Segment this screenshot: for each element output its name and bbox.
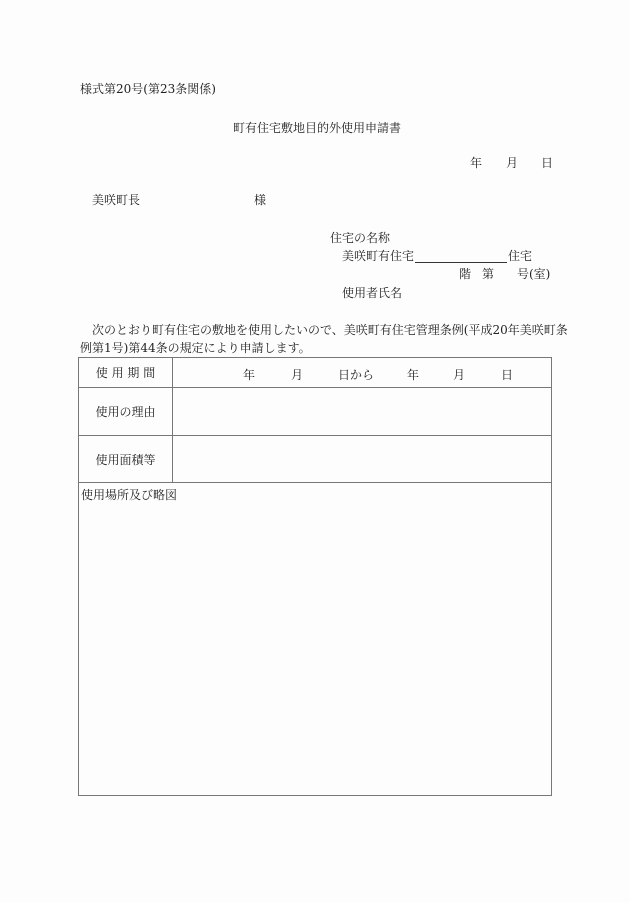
period-row [79,358,552,388]
form-number: 様式第20号(第23条関係) [80,82,216,96]
sketch-row [79,483,552,796]
date-year-label: 年 [470,156,483,170]
period-to-year: 年 [407,368,420,382]
housing-name-input[interactable] [415,251,507,263]
floor-label: 階 [459,267,472,281]
period-from-year: 年 [243,368,256,382]
date-month-label: 月 [506,156,519,170]
user-name-label: 使用者氏名 [342,286,403,300]
number-prefix: 第 [482,267,495,281]
date-day-label: 日 [541,156,554,170]
reason-row [79,388,552,436]
period-to-day: 日 [501,368,514,382]
addressee-name: 美咲町長 [92,193,141,207]
period-to-month: 月 [453,368,466,382]
document-title: 町有住宅敷地目的外使用申請書 [233,121,402,135]
body-text-line1: 次のとおり町有住宅の敷地を使用したいので、美咲町有住宅管理条例(平成20年美咲町条 [92,323,568,337]
application-table [78,357,552,796]
sketch-area[interactable] [79,483,552,796]
addressee-honorific: 様 [254,193,267,207]
reason-label: 使用の理由 [79,388,173,436]
period-from-day: 日から [338,368,375,382]
housing-name-label: 住宅の名称 [330,231,391,245]
reason-field[interactable] [173,388,552,436]
period-label: 使 用 期 間 [79,358,173,388]
housing-prefix: 美咲町有住宅 [342,249,415,263]
area-row [79,436,552,483]
area-label: 使用面積等 [79,436,173,483]
housing-suffix: 住宅 [508,249,533,263]
number-suffix: 号(室) [517,267,551,281]
housing-name-line [342,249,532,263]
body-text-line2: 例第1号)第44条の規定により申請します。 [80,341,311,355]
period-from-month: 月 [291,368,304,382]
area-field[interactable] [173,436,552,483]
period-field[interactable] [173,358,552,388]
sketch-label: 使用場所及び略図 [81,488,178,502]
